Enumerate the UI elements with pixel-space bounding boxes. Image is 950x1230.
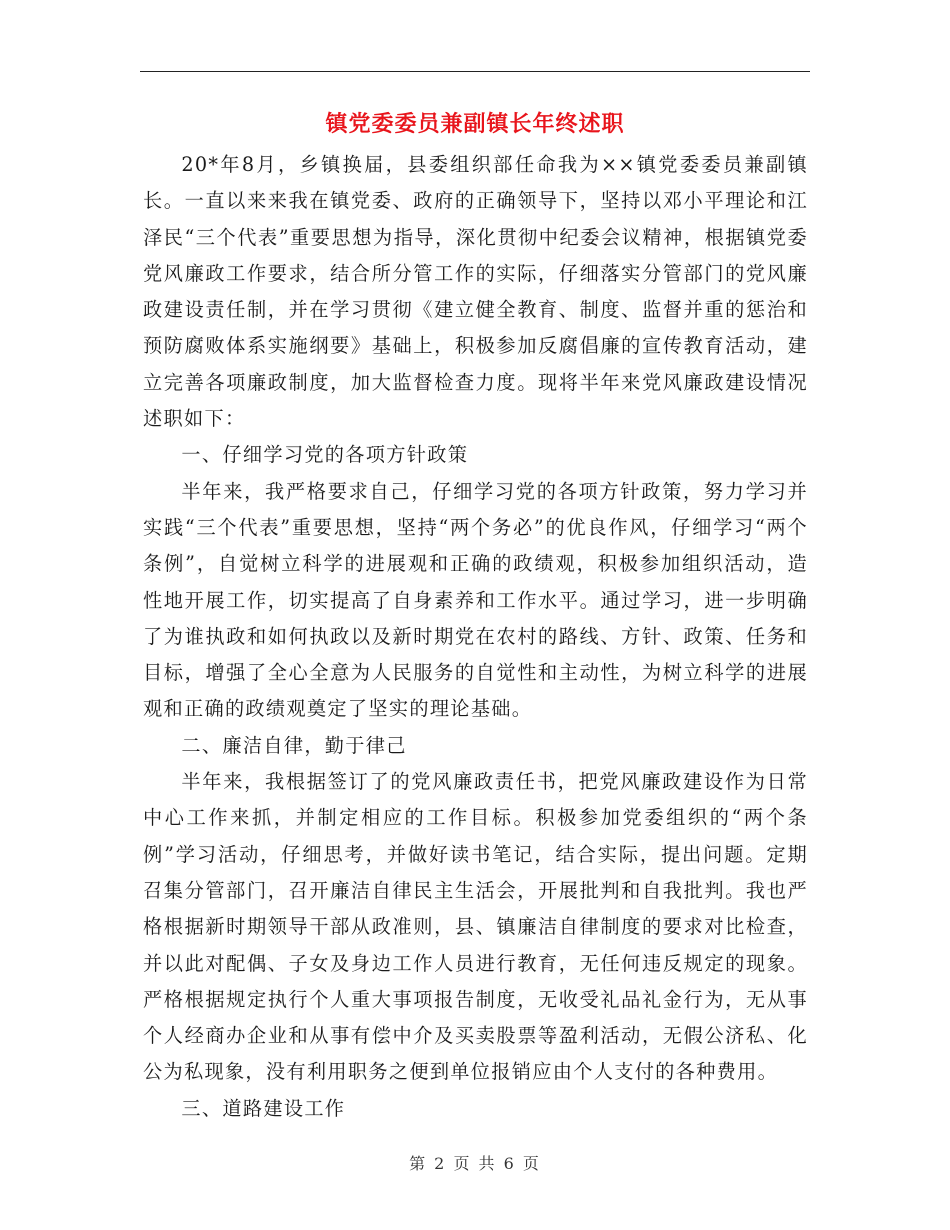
footer-prefix: 第 — [409, 1154, 428, 1173]
document-body — [143, 147, 808, 1127]
footer-page-number: 2 — [434, 1154, 447, 1173]
section-heading-3: 三、道路建设工作 — [181, 1096, 346, 1120]
paragraph-section-1: 半年来，我严格要求自己，仔细学习党的各项方针政策，努力学习并实践“三个代表”重要思想，坚持“两个务必”的优良作风，仔细学习“两个条例”，自觉树立科学的进展观和正确的政绩观，积极参加组织活动，造性地开展工作，切实提高了自身素养和工作水平。通过学习，进一步明确了为谁执政和如何执政以及新时期党在农村的路线、方针、政策、任务和目标，增强了全心全意为人民服务的自觉性和主动性，为树立科学的进展观和正确的政绩观奠定了坚实的理论基础。 — [143, 479, 808, 721]
header-rule — [140, 71, 810, 72]
footer-suffix: 页 — [522, 1154, 541, 1173]
section-heading-2: 二、廉洁自律，勤于律己 — [181, 733, 407, 757]
footer-total-pages: 6 — [503, 1154, 516, 1173]
footer-middle: 页 共 — [453, 1154, 497, 1173]
page-footer — [0, 1152, 950, 1176]
section-heading-1: 一、仔细学习党的各项方针政策 — [181, 443, 469, 467]
paragraph-intro: 20*年8月，乡镇换届，县委组织部任命我为××镇党委委员兼副镇长。一直以来来我在镇党委、政府的正确领导下，坚持以邓小平理论和江泽民“三个代表”重要思想为指导，深化贯彻中纪委会议精神，根据镇党委党风廉政工作要求，结合所分管工作的实际，仔细落实分管部门的党风廉政建设责任制，并在学习贯彻《建立健全教育、制度、监督并重的惩治和预防腐败体系实施纲要》基础上，积极参加反腐倡廉的宣传教育活动，建立完善各项廉政制度，加大监督检查力度。现将半年来党风廉政建设情况述职如下： — [143, 153, 808, 431]
document-title: 镇党委委员兼副镇长年终述职 — [325, 111, 625, 137]
paragraph-section-2: 半年来，我根据签订了的党风廉政责任书，把党风廉政建设作为日常中心工作来抓，并制定相应的工作目标。积极参加党委组织的“两个条例”学习活动，仔细思考，并做好读书笔记，结合实际，提出问题。定期召集分管部门，召开廉洁自律民主生活会，开展批判和自我批判。我也严格根据新时期领导干部从政准则，县、镇廉洁自律制度的要求对比检查，并以此对配偶、子女及身边工作人员进行教育，无任何违反规定的现象。严格根据规定执行个人重大事项报告制度，无收受礼品礼金行为，无从事个人经商办企业和从事有偿中介及买卖股票等盈利活动，无假公济私、化公为私现象，没有利用职务之便到单位报销应由个人支付的各种费用。 — [143, 770, 808, 1084]
